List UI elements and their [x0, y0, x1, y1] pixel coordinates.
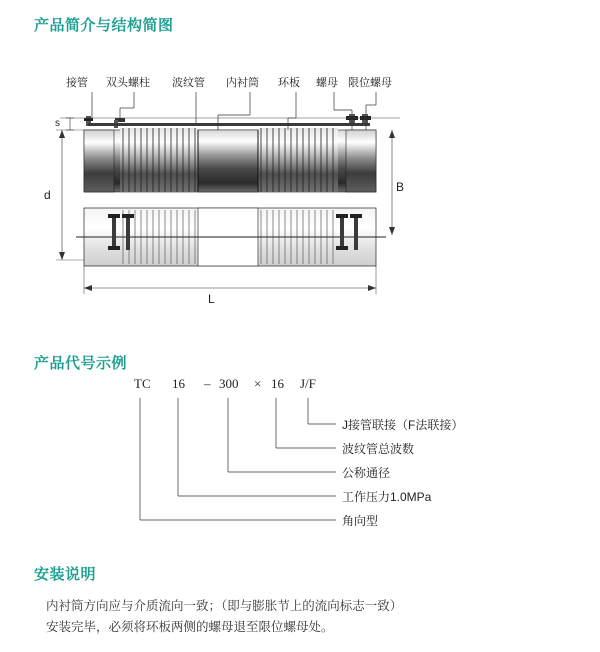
code-desc-diameter: 公称通径 — [342, 466, 391, 480]
install-note-line-2: 安装完毕，必须将环板两侧的螺母退至限位螺母处。 — [46, 620, 334, 634]
dimension-L — [84, 266, 376, 294]
right-pipe — [346, 130, 376, 192]
callout-label-bellows: 波纹管 — [172, 77, 205, 89]
upper-tie-rod-bar — [88, 123, 370, 126]
code-token-jf: J/F — [300, 376, 316, 391]
code-token-dash: – — [204, 376, 211, 391]
code-desc-waves: 波纹管总波数 — [342, 442, 415, 456]
code-leader-lines — [140, 398, 336, 520]
upper-bellows-right — [258, 128, 338, 192]
dimension-B — [389, 130, 395, 235]
code-desc-joint: J接管联接（F法联接） — [342, 418, 464, 432]
dimension-label-L: L — [208, 292, 215, 306]
code-token-tc: TC — [134, 376, 151, 391]
code-token-300: 300 — [219, 376, 239, 391]
section-title-install: 安装说明 — [34, 566, 97, 583]
callout-label-liner: 内衬筒 — [226, 77, 259, 89]
callout-label-stud: 双头螺柱 — [106, 77, 150, 89]
section-title-code: 产品代号示例 — [34, 355, 128, 372]
dimension-label-B: B — [396, 180, 405, 194]
code-example-svg — [0, 376, 600, 546]
left-pipe — [84, 130, 114, 192]
dimension-label-d: d — [44, 188, 51, 202]
code-token-times: × — [254, 376, 262, 391]
callout-label-pipe: 接管 — [66, 77, 88, 89]
callout-label-ringplate: 环板 — [278, 77, 300, 89]
dimension-label-s: s — [55, 118, 60, 129]
code-desc-pressure: 工作压力1.0MPa — [342, 490, 432, 504]
code-token-16a: 16 — [172, 376, 185, 391]
dimension-s — [66, 118, 74, 130]
code-example-diagram — [0, 376, 600, 546]
upper-bellows-left — [120, 128, 198, 192]
liner-tube — [198, 130, 258, 192]
install-note-line-1: 内衬筒方向应与介质流向一致；（即与膨胀节上的流向标志一致） — [46, 599, 403, 613]
section-title-structure: 产品简介与结构简图 — [34, 17, 174, 34]
dimension-d — [56, 130, 84, 260]
code-desc-type: 角向型 — [342, 514, 379, 528]
structure-diagram — [0, 60, 600, 340]
install-notes — [46, 596, 566, 638]
code-token-16b: 16 — [271, 376, 284, 391]
callout-label-limitnut: 限位螺母 — [348, 77, 392, 89]
callout-label-nut: 螺母 — [316, 77, 338, 89]
structure-diagram-svg — [0, 60, 600, 340]
